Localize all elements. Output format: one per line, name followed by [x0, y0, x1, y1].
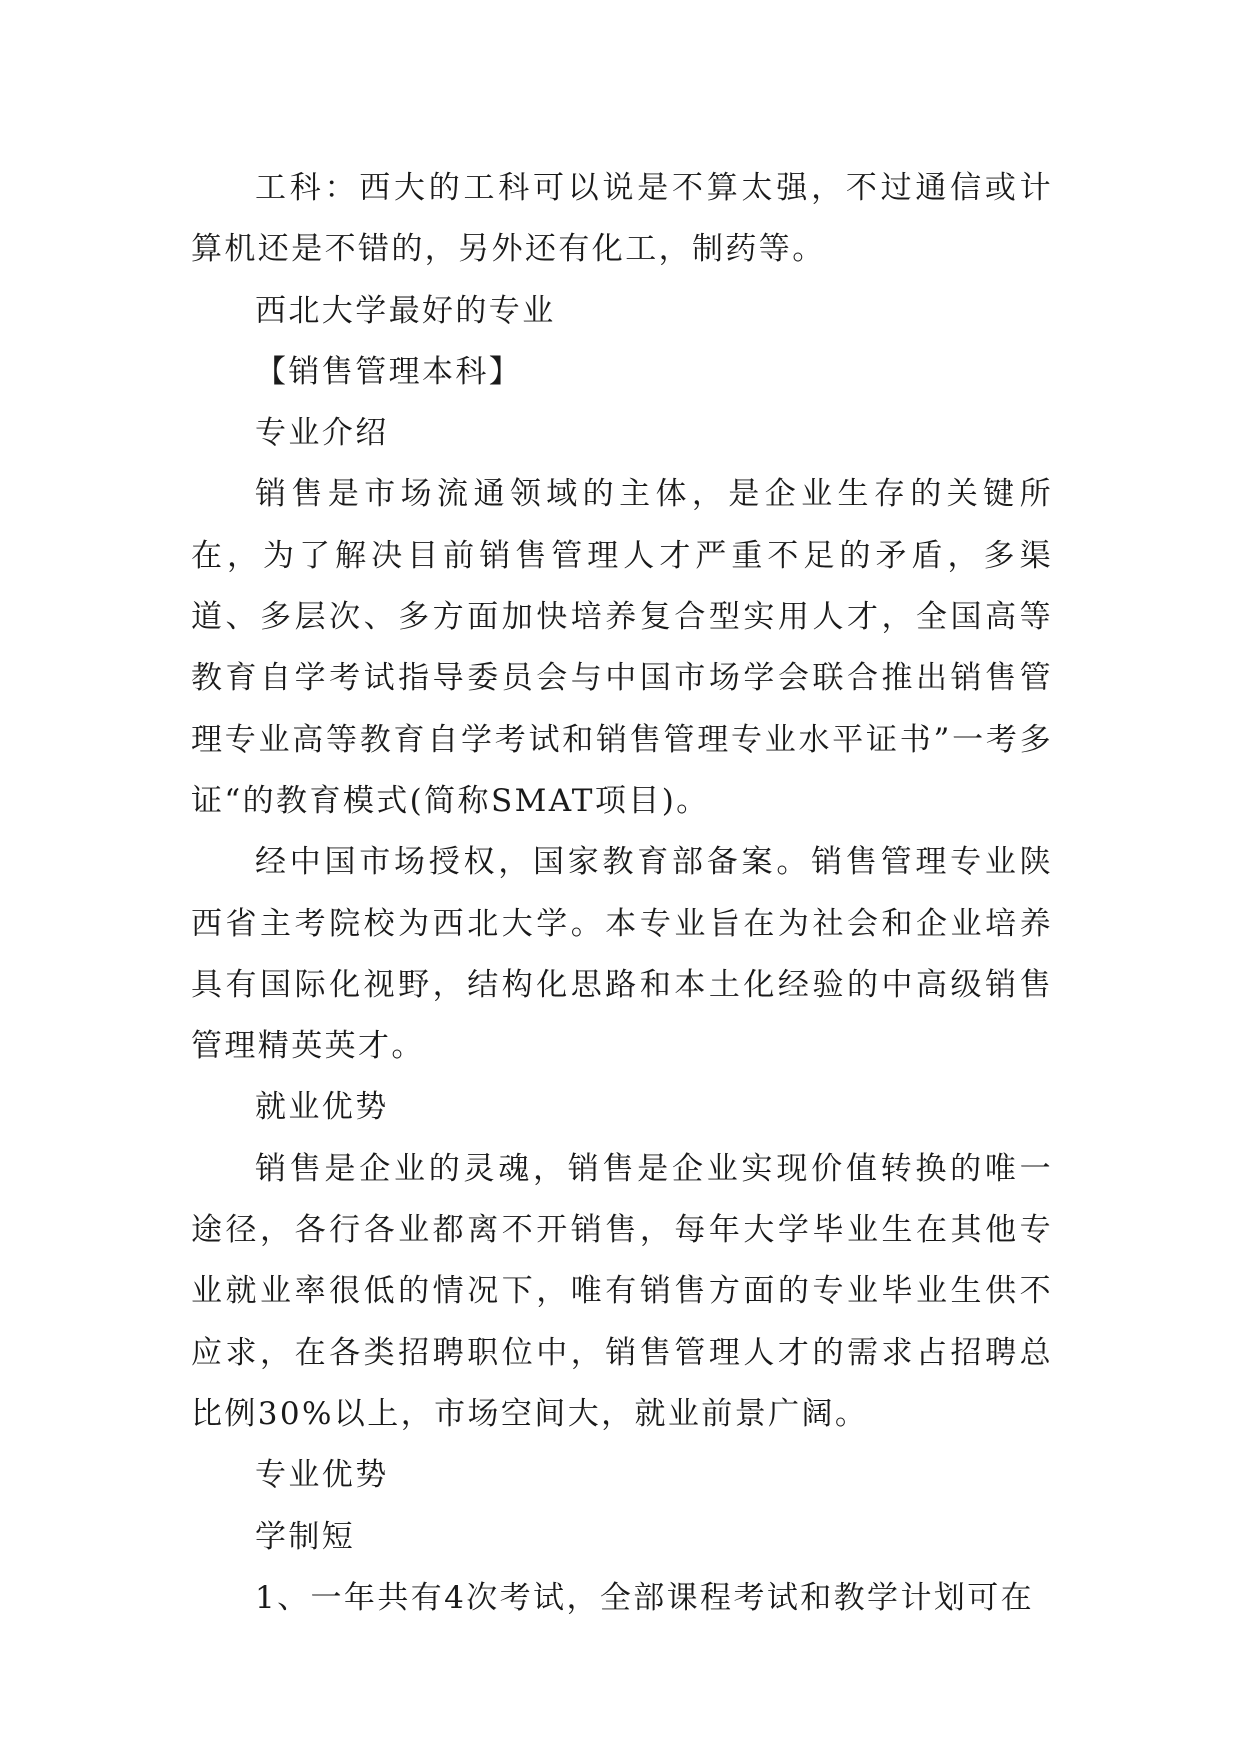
paragraph-employment: 销售是企业的灵魂，销售是企业实现价值转换的唯一途径，各行各业都离不开销售，每年大学毕业生在其他专业就业率很低的情况下，唯有销售方面的专业毕业生供不应求，在各类招聘职位中，销售管理人才的需求占招聘总比例30%以上，市场空间大，就业前景广阔。	[191, 1150, 1053, 1432]
heading-short-duration: 学制短	[255, 1518, 356, 1555]
paragraph-engineering: 工科：西大的工科可以说是不算太强，不过通信或计算机还是不错的，另外还有化工，制药等。	[191, 170, 1053, 268]
paragraph-authorization: 经中国市场授权，国家教育部备案。销售管理专业陕西省主考院校为西北大学。本专业旨在为社会和企业培养具有国际化视野，结构化思路和本土化经验的中高级销售管理精英英才。	[191, 844, 1053, 1065]
paragraph-intro: 销售是市场流通领域的主体，是企业生存的关键所在，为了解决目前销售管理人才严重不足的矛盾，多渠道、多层次、多方面加快培养复合型实用人才，全国高等教育自学考试指导委员会与中国市场学会联合推出销售管理专业高等教育自学考试和销售管理专业水平证书”一考多证“的教育模式(简称SMAT项目)。	[191, 476, 1053, 819]
paragraph-exams: 1、一年共有4次考试，全部课程考试和教学计划可在	[255, 1579, 1035, 1616]
heading-best-majors: 西北大学最好的专业	[255, 292, 556, 329]
heading-employment-advantage: 就业优势	[255, 1089, 389, 1126]
heading-major-advantage: 专业优势	[255, 1457, 389, 1494]
heading-major-intro: 专业介绍	[255, 415, 389, 452]
heading-sales-management: 【销售管理本科】	[255, 353, 523, 390]
document-body	[191, 158, 1053, 1629]
